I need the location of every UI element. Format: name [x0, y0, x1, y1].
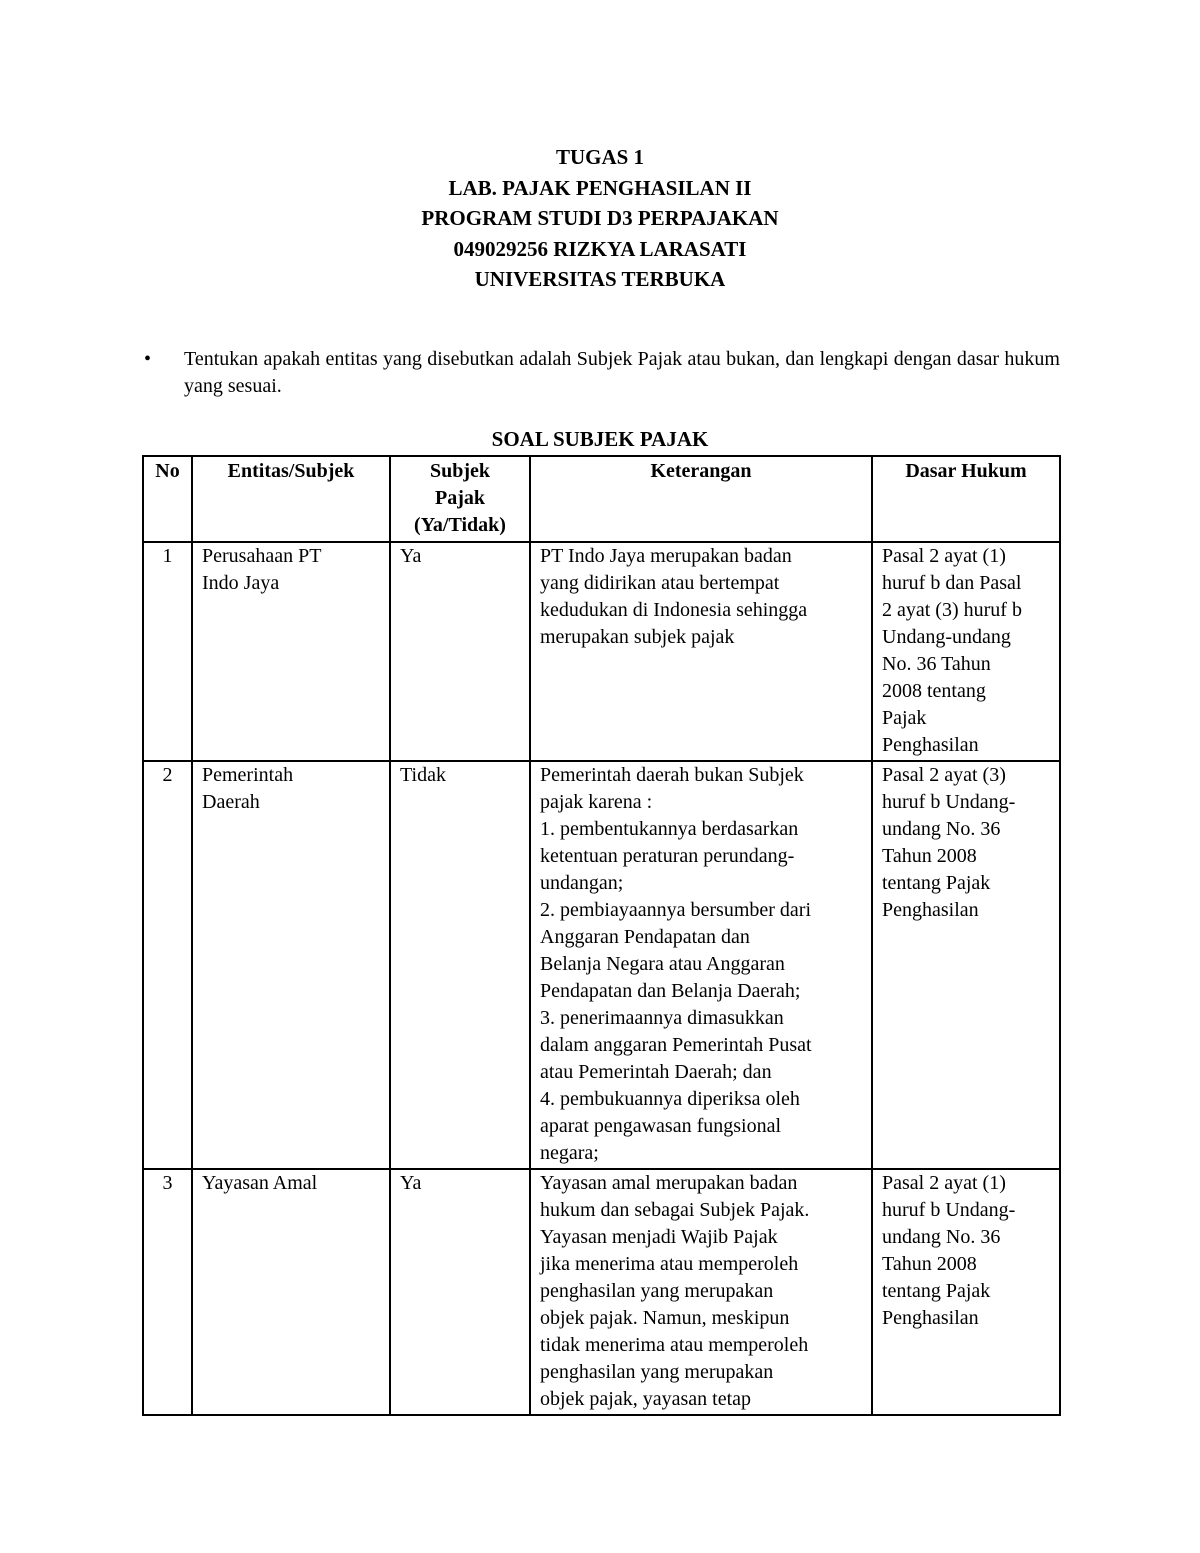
header-no: No	[143, 456, 192, 542]
header-subjek-pajak: Subjek Pajak (Ya/Tidak)	[390, 456, 530, 542]
table-row	[143, 1169, 1060, 1415]
table-row	[143, 542, 1060, 761]
header-entitas: Entitas/Subjek	[192, 456, 390, 542]
table-title: SOAL SUBJEK PAJAK	[491, 427, 709, 451]
cell-keterangan: PT Indo Jaya merupakan badan yang didirikan atau bertempat kedudukan di Indonesia sehingga merupakan subjek pajak	[530, 542, 872, 761]
header-student: 049029256 RIZKYA LARASATI	[453, 236, 747, 261]
header-title: TUGAS 1	[555, 145, 645, 169]
cell-entitas: Pemerintah Daerah	[192, 761, 390, 1169]
header-dasar-hukum: Dasar Hukum	[872, 456, 1060, 542]
instruction-paragraph	[140, 346, 1060, 400]
cell-entitas: Perusahaan PT Indo Jaya	[192, 542, 390, 761]
header-program: PROGRAM STUDI D3 PERPAJAKAN	[421, 206, 779, 230]
cell-no: 2	[143, 761, 192, 1169]
subjek-pajak-table	[142, 455, 1061, 1416]
bullet-icon: •	[144, 348, 152, 370]
cell-entitas: Yayasan Amal	[192, 1169, 390, 1415]
cell-dasar-hukum: Pasal 2 ayat (1) huruf b Undang- undang No. 36 Tahun 2008 tentang Pajak Penghasilan	[872, 1169, 1060, 1415]
cell-keterangan: Yayasan amal merupakan badan hukum dan sebagai Subjek Pajak. Yayasan menjadi Wajib Pajak jika menerima atau memperoleh penghasilan yang merupakan objek pajak. Namun, meskipun tidak menerima atau memperoleh penghasilan yang merupakan objek pajak, yayasan tetap	[530, 1169, 872, 1415]
cell-dasar-hukum: Pasal 2 ayat (1) huruf b dan Pasal 2 ayat (3) huruf b Undang-undang No. 36 Tahun 2008 tentang Pajak Penghasilan	[872, 542, 1060, 761]
header-university: UNIVERSITAS TERBUKA	[474, 267, 726, 291]
header-course: LAB. PAJAK PENGHASILAN II	[448, 175, 752, 200]
cell-no: 1	[143, 542, 192, 761]
instruction-text: Tentukan apakah entitas yang disebutkan adalah Subjek Pajak atau bukan, dan lengkapi dengan dasar hukum yang sesuai.	[184, 348, 1060, 397]
cell-subjek-pajak: Ya	[390, 542, 530, 761]
cell-subjek-pajak: Tidak	[390, 761, 530, 1169]
document-header	[0, 142, 1200, 295]
cell-subjek-pajak: Ya	[390, 1169, 530, 1415]
table-header-row	[143, 456, 1060, 542]
cell-no: 3	[143, 1169, 192, 1415]
cell-keterangan: Pemerintah daerah bukan Subjek pajak karena : 1. pembentukannya berdasarkan ketentuan peraturan perundang- undangan; 2. pembiayaannya bersumber dari Anggaran Pendapatan dan Belanja Negara atau Anggaran Pendapatan dan Belanja Daerah; 3. penerimaannya dimasukkan dalam anggaran Pemerintah Pusat atau Pemerintah Daerah; dan 4. pembukuannya diperiksa oleh aparat pengawasan fungsional negara;	[530, 761, 872, 1169]
table-row	[143, 761, 1060, 1169]
header-keterangan: Keterangan	[530, 456, 872, 542]
cell-dasar-hukum: Pasal 2 ayat (3) huruf b Undang- undang No. 36 Tahun 2008 tentang Pajak Penghasilan	[872, 761, 1060, 1169]
